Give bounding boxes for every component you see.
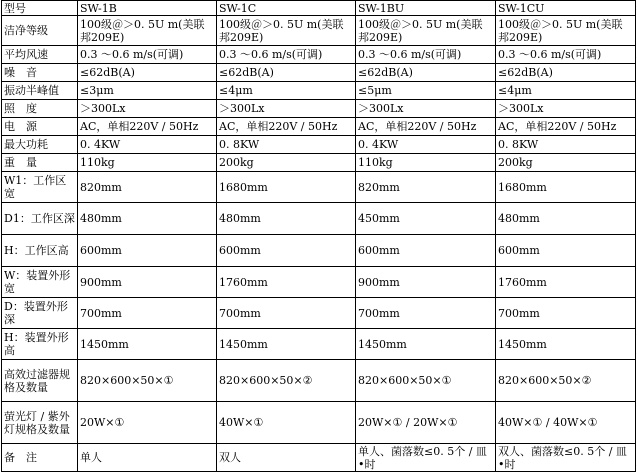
row-label: D1：工作区深: [2, 203, 78, 235]
table-cell: 0.3 ～0.6 m/s(可调): [356, 46, 496, 64]
table-cell: 900mm: [356, 267, 496, 298]
row-label: H：工作区高: [2, 235, 78, 267]
row-label: W：装置外形宽: [2, 267, 78, 298]
header-row: [2, 1, 636, 16]
table-cell: ≤4μm: [496, 82, 636, 100]
table-cell: 1450mm: [356, 329, 496, 360]
table-cell: AC，单相220V / 50Hz: [496, 118, 636, 136]
table-cell: 700mm: [78, 298, 217, 329]
row-label: 备 注: [2, 444, 78, 472]
table-cell: 1680mm: [217, 172, 356, 203]
table-row: [2, 118, 636, 136]
table-cell: 单人: [78, 444, 217, 472]
row-label: H：装置外形高: [2, 329, 78, 360]
table-cell: 200kg: [217, 154, 356, 172]
table-cell: 20W×① / 20W×①: [356, 402, 496, 444]
table-cell: 600mm: [78, 235, 217, 267]
table-cell: 820×600×50×②: [496, 360, 636, 402]
table-row: [2, 172, 636, 203]
table-cell: 110kg: [356, 154, 496, 172]
table-row: [2, 82, 636, 100]
table-cell: 700mm: [496, 298, 636, 329]
table-cell: 700mm: [217, 298, 356, 329]
table-cell: ≤5μm: [356, 82, 496, 100]
table-cell: ＞300Lx: [356, 100, 496, 118]
table-row: [2, 267, 636, 298]
header-cell-sw-1c: SW-1C: [217, 1, 356, 16]
row-label: 电 源: [2, 118, 78, 136]
header-cell-model: 型号: [2, 1, 78, 16]
row-label: 平均风速: [2, 46, 78, 64]
table-cell: ≤3μm: [78, 82, 217, 100]
table-cell: 40W×① / 40W×①: [496, 402, 636, 444]
row-label: 洁净等级: [2, 16, 78, 46]
table-cell: 0. 8KW: [217, 136, 356, 154]
table-cell: ≤62dB(A): [496, 64, 636, 82]
table-cell: 820×600×50×②: [217, 360, 356, 402]
row-label: 振动半峰值: [2, 82, 78, 100]
table-cell: 双人: [217, 444, 356, 472]
table-cell: 1450mm: [496, 329, 636, 360]
table-cell: 600mm: [217, 235, 356, 267]
row-label: 重 量: [2, 154, 78, 172]
table-cell: 100级＠＞0. 5U m(美联邦209E): [217, 16, 356, 46]
table-cell: 820×600×50×①: [356, 360, 496, 402]
table-cell: ≤62dB(A): [356, 64, 496, 82]
table-cell: 20W×①: [78, 402, 217, 444]
table-cell: 200kg: [496, 154, 636, 172]
table-cell: AC，单相220V / 50Hz: [356, 118, 496, 136]
row-label: 最大功耗: [2, 136, 78, 154]
row-label: W1：工作区宽: [2, 172, 78, 203]
table-cell: AC，单相220V / 50Hz: [217, 118, 356, 136]
table-row: [2, 46, 636, 64]
header-cell-sw-1cu: SW-1CU: [496, 1, 636, 16]
table-cell: ≤4μm: [217, 82, 356, 100]
table-cell: 0. 8KW: [496, 136, 636, 154]
table-row: [2, 203, 636, 235]
table-row: [2, 360, 636, 402]
table-cell: ＞300Lx: [217, 100, 356, 118]
table-cell: 1760mm: [217, 267, 356, 298]
table-cell: 1450mm: [78, 329, 217, 360]
table-row: [2, 444, 636, 472]
table-cell: ≤62dB(A): [217, 64, 356, 82]
table-cell: 双人、菌落数≤0. 5个 / 皿•时: [496, 444, 636, 472]
table-cell: 480mm: [496, 203, 636, 235]
spec-table: [1, 0, 636, 472]
table-cell: 600mm: [356, 235, 496, 267]
table-cell: 110kg: [78, 154, 217, 172]
table-row: [2, 100, 636, 118]
table-cell: 0.3 ～0.6 m/s(可调): [496, 46, 636, 64]
table-cell: 820mm: [356, 172, 496, 203]
table-cell: 1450mm: [217, 329, 356, 360]
table-cell: 100级＠＞0. 5U m(美联邦209E): [356, 16, 496, 46]
table-cell: 1760mm: [496, 267, 636, 298]
header-cell-sw-1bu: SW-1BU: [356, 1, 496, 16]
table-cell: 450mm: [356, 203, 496, 235]
table-cell: 700mm: [356, 298, 496, 329]
table-row: [2, 136, 636, 154]
table-cell: 480mm: [78, 203, 217, 235]
table-cell: 900mm: [78, 267, 217, 298]
table-cell: ＞300Lx: [496, 100, 636, 118]
row-label: 照 度: [2, 100, 78, 118]
table-row: [2, 235, 636, 267]
table-cell: 820×600×50×①: [78, 360, 217, 402]
table-cell: 40W×①: [217, 402, 356, 444]
table-cell: 1680mm: [496, 172, 636, 203]
row-label: 高效过滤器规格及数量: [2, 360, 78, 402]
table-row: [2, 298, 636, 329]
table-cell: 100级＠＞0. 5U m(美联邦209E): [496, 16, 636, 46]
table-cell: 单人、菌落数≤0. 5个 / 皿•时: [356, 444, 496, 472]
spec-table-body: [2, 1, 636, 472]
table-cell: ≤62dB(A): [78, 64, 217, 82]
table-row: [2, 16, 636, 46]
table-cell: 0.3 ～0.6 m/s(可调): [78, 46, 217, 64]
table-cell: 0. 4KW: [78, 136, 217, 154]
table-cell: 0.3 ～0.6 m/s(可调): [217, 46, 356, 64]
table-cell: ＞300Lx: [78, 100, 217, 118]
table-cell: 0. 4KW: [356, 136, 496, 154]
table-row: [2, 64, 636, 82]
table-row: [2, 154, 636, 172]
table-cell: 100级＠＞0. 5U m(美联邦209E): [78, 16, 217, 46]
table-cell: AC，单相220V / 50Hz: [78, 118, 217, 136]
table-cell: 600mm: [496, 235, 636, 267]
row-label: D：装置外形深: [2, 298, 78, 329]
row-label: 噪 音: [2, 64, 78, 82]
table-cell: 480mm: [217, 203, 356, 235]
table-row: [2, 329, 636, 360]
header-cell-sw-1b: SW-1B: [78, 1, 217, 16]
row-label: 萤光灯 / 紫外灯规格及数量: [2, 402, 78, 444]
table-cell: 820mm: [78, 172, 217, 203]
table-row: [2, 402, 636, 444]
